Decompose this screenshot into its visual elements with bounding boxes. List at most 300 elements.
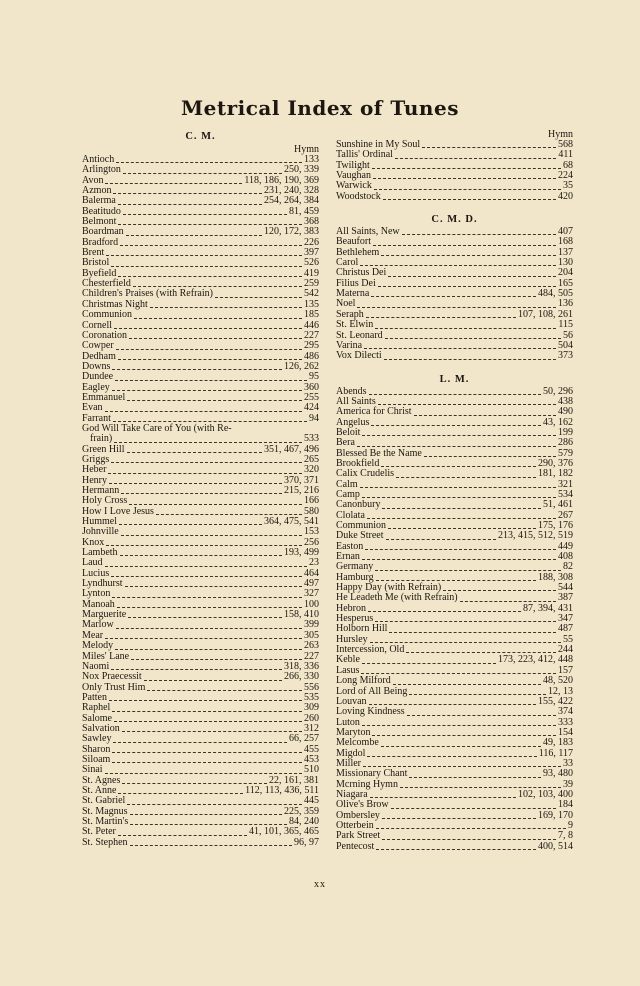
tune-name: Long Milford	[336, 675, 391, 687]
tune-name: Downs	[82, 360, 111, 372]
dot-leader	[130, 824, 287, 825]
dot-leader	[385, 338, 561, 339]
index-entry	[336, 248, 573, 258]
hymn-numbers: 263	[304, 640, 319, 652]
hymn-numbers: 107, 108, 261	[518, 308, 573, 320]
index-entry	[82, 248, 319, 258]
dot-leader	[133, 286, 302, 287]
hymn-numbers: 130	[558, 257, 573, 269]
dot-leader	[121, 535, 302, 536]
hymn-numbers: 157	[558, 664, 573, 676]
dot-leader	[371, 425, 541, 426]
tune-name: Brent	[82, 247, 105, 259]
hymn-numbers: 542	[304, 288, 319, 300]
hymn-numbers: 175, 176	[538, 520, 573, 531]
hymn-numbers: 118, 186, 190, 369	[244, 174, 319, 186]
tune-name: Missionary Chant	[336, 768, 408, 780]
dot-leader	[109, 483, 282, 484]
dot-leader	[389, 632, 556, 633]
dot-leader	[121, 493, 282, 494]
dot-leader	[402, 234, 556, 235]
hymn-numbers: 112, 113, 436, 511	[245, 784, 319, 796]
dot-leader	[127, 400, 302, 401]
hymn-numbers: 544	[558, 582, 573, 594]
tune-name: Hebron	[336, 602, 366, 614]
hymn-numbers: 188, 308	[538, 571, 573, 583]
hymn-column-label: Hymn	[548, 129, 573, 140]
tune-name: Easton	[336, 540, 364, 552]
dot-leader	[129, 338, 302, 339]
index-entry	[336, 842, 573, 852]
index-entry	[82, 693, 319, 703]
hymn-numbers: 199	[558, 426, 573, 438]
tune-name: Bradford	[82, 236, 119, 248]
index-entry	[82, 445, 319, 455]
hymn-numbers: 445	[304, 795, 319, 807]
section-heading-cm: C. M.	[185, 131, 216, 142]
section-cm-entries	[82, 155, 319, 848]
hymn-numbers: 351, 467, 496	[264, 443, 319, 455]
dot-leader	[409, 694, 546, 695]
dot-leader	[375, 570, 561, 571]
hymn-numbers: 556	[304, 681, 319, 693]
dot-leader	[406, 652, 556, 653]
tune-name: Angelus	[336, 416, 370, 428]
dot-leader	[388, 528, 536, 529]
tune-name: Azmon	[82, 185, 112, 197]
dot-leader	[105, 638, 302, 639]
index-entry	[336, 500, 573, 510]
dot-leader	[156, 514, 302, 515]
index-entry	[82, 393, 319, 403]
dot-leader	[118, 224, 302, 225]
hymn-numbers: 387	[558, 592, 573, 604]
index-entry	[82, 589, 319, 599]
dot-leader	[384, 359, 556, 360]
dot-leader	[106, 545, 302, 546]
page-number: xx	[314, 879, 326, 890]
dot-leader	[407, 715, 556, 716]
index-entry	[336, 320, 573, 330]
tune-name: Emmanuel	[82, 391, 126, 403]
tune-name: frain)	[90, 433, 113, 445]
index-entry	[82, 331, 319, 341]
tune-name: Knox	[82, 536, 105, 548]
tune-name: Cornell	[82, 319, 112, 331]
dot-leader	[112, 369, 282, 370]
tune-name: All Saints	[336, 395, 376, 407]
tune-name: Mcrning Hymn	[336, 778, 398, 790]
hymn-numbers: 484, 505	[538, 288, 573, 300]
hymn-numbers: 526	[304, 257, 319, 269]
hymn-numbers: 49, 183	[543, 737, 573, 749]
hymn-numbers: 256	[304, 536, 319, 548]
hymn-numbers: 579	[558, 447, 573, 459]
hymn-numbers: 68	[563, 159, 573, 171]
dot-leader	[120, 555, 282, 556]
tune-name: Chesterfield	[82, 278, 131, 290]
tune-name: Twilight	[336, 159, 370, 171]
index-entry	[82, 527, 319, 537]
dot-leader	[111, 669, 282, 670]
dot-leader	[381, 746, 541, 747]
hymn-numbers: 295	[304, 340, 319, 352]
tune-name: God Will Take Care of You (with Re-	[82, 422, 232, 434]
hymn-numbers: 154	[558, 726, 573, 738]
hymn-numbers: 449	[558, 540, 573, 552]
tune-name: Belmont	[82, 216, 117, 228]
dot-leader	[112, 762, 302, 763]
tune-name: Woodstock	[336, 190, 381, 202]
tune-name: Tallis' Ordinal	[336, 149, 393, 161]
hymn-numbers: 136	[558, 298, 573, 310]
dot-leader	[362, 435, 556, 436]
tune-name: Bera	[336, 437, 355, 449]
index-entry	[336, 331, 573, 341]
hymn-numbers: 320	[304, 464, 319, 476]
dot-leader	[376, 580, 536, 581]
dot-leader	[443, 590, 556, 591]
tune-name: St. Magnus	[82, 805, 128, 817]
tune-name: Laud	[82, 557, 103, 569]
hymn-numbers: 173, 223, 412, 448	[498, 654, 573, 666]
tune-name: Ernan	[336, 551, 360, 563]
dot-leader	[360, 487, 556, 488]
dot-leader	[372, 735, 556, 736]
hymn-numbers: 81, 459	[289, 205, 319, 217]
dot-leader	[127, 804, 302, 805]
dot-leader	[130, 814, 282, 815]
dot-leader	[368, 611, 521, 612]
index-entry	[82, 641, 319, 651]
hymn-numbers: 333	[558, 716, 573, 728]
index-entry	[82, 455, 319, 465]
dot-leader	[112, 390, 302, 391]
dot-leader	[362, 663, 496, 664]
tune-name: Varina	[336, 339, 363, 351]
dot-leader	[105, 566, 307, 567]
dot-leader	[106, 255, 302, 256]
dot-leader	[382, 508, 541, 509]
index-entry	[336, 655, 573, 665]
tune-name: Otterbein	[336, 819, 374, 831]
tune-name: Mear	[82, 629, 104, 641]
hymn-numbers: 35	[563, 180, 573, 192]
hymn-numbers: 66, 257	[289, 733, 319, 745]
tune-name: Boardman	[82, 226, 124, 238]
tune-name: Germany	[336, 561, 374, 573]
dot-leader	[424, 456, 556, 457]
dot-leader	[118, 276, 302, 277]
tune-name: St. Stephen	[82, 836, 128, 848]
hymn-numbers: 250, 339	[284, 164, 319, 176]
index-entry	[82, 424, 319, 434]
dot-leader	[112, 752, 302, 753]
tune-name: Arlington	[82, 164, 121, 176]
tune-name: St. Martin's	[82, 816, 129, 827]
hymn-numbers: 254, 264, 384	[264, 195, 319, 207]
dot-leader	[116, 162, 302, 163]
hymn-numbers: 419	[304, 267, 319, 279]
hymn-numbers: 400, 514	[538, 840, 573, 852]
hymn-numbers: 318, 336	[284, 660, 319, 672]
tune-name: Seraph	[336, 308, 364, 320]
dot-leader	[396, 477, 536, 478]
dot-leader	[134, 318, 302, 319]
tune-name: Carol	[336, 257, 359, 269]
hymn-numbers: 535	[304, 691, 319, 703]
tune-name: Keble	[336, 654, 360, 666]
tune-name: Byefield	[82, 267, 117, 279]
hymn-numbers: 23	[309, 557, 319, 569]
index-entry	[82, 672, 319, 682]
hymn-numbers: 259	[304, 278, 319, 290]
tune-name: Avon	[82, 174, 104, 186]
hymn-numbers: 50, 296	[543, 385, 573, 397]
hymn-numbers: 43, 162	[543, 416, 573, 428]
hymn-numbers: 166	[304, 495, 319, 507]
section-heading-cmd: C. M. D.	[431, 214, 478, 226]
hymn-numbers: 84, 240	[289, 816, 319, 827]
hymn-numbers: 411	[558, 149, 573, 161]
index-entry	[336, 289, 573, 299]
hymn-numbers: 155, 422	[538, 695, 573, 707]
hymn-numbers: 33	[563, 757, 573, 769]
dot-leader	[365, 549, 556, 550]
tune-name: Manoah	[82, 598, 115, 610]
dot-leader	[369, 704, 536, 705]
hymn-numbers: 93, 480	[543, 768, 573, 780]
index-entry	[82, 703, 319, 713]
dot-leader	[118, 835, 247, 836]
index-entry	[82, 310, 319, 320]
tune-name: Beatitudo	[82, 205, 121, 217]
tune-name: Lynton	[82, 588, 111, 600]
dot-leader	[364, 348, 556, 349]
section-heading-lm: L. M.	[439, 373, 470, 385]
tune-name: Coronation	[82, 329, 127, 341]
dot-leader	[374, 189, 561, 190]
hymn-numbers: 7, 8	[558, 830, 573, 842]
dot-leader	[113, 421, 307, 422]
dot-leader	[118, 793, 243, 794]
hymn-numbers: 169, 170	[538, 809, 573, 821]
tune-name: Evan	[82, 402, 103, 414]
dot-leader	[382, 818, 536, 819]
hymn-numbers: 438	[558, 395, 573, 407]
hymn-numbers: 265	[304, 453, 319, 465]
hymn-numbers: 224	[558, 170, 573, 182]
section-cm-continued-entries	[336, 140, 573, 202]
hymn-numbers: 137	[558, 246, 573, 258]
tune-name: Eagley	[82, 381, 110, 393]
dot-leader	[357, 446, 556, 447]
hymn-numbers: 312	[304, 722, 319, 734]
dot-leader	[128, 617, 282, 618]
index-entry	[82, 579, 319, 589]
hymn-numbers: 580	[304, 505, 319, 517]
hymn-numbers: 115	[558, 319, 573, 331]
hymn-numbers: 227	[304, 650, 319, 662]
tune-name: Dedham	[82, 350, 116, 362]
hymn-numbers: 204	[558, 267, 573, 279]
dot-leader	[120, 245, 302, 246]
dot-leader	[114, 442, 302, 443]
dot-leader	[112, 711, 302, 712]
hymn-numbers: 364, 475, 541	[264, 516, 319, 528]
tune-name: Lucius	[82, 567, 110, 579]
index-entry	[336, 624, 573, 634]
dot-leader	[414, 415, 556, 416]
hymn-numbers: 408	[558, 551, 573, 563]
tune-name: Melody	[82, 640, 114, 652]
hymn-numbers: 370, 371	[284, 474, 319, 486]
index-column-right	[336, 129, 573, 852]
tune-name: Materna	[336, 288, 370, 300]
tune-name: Clolata	[336, 509, 365, 521]
tune-name: Communion	[336, 520, 387, 531]
tune-name: Canonbury	[336, 499, 381, 511]
hymn-numbers: 486	[304, 350, 319, 362]
tune-name: Lasus	[336, 664, 360, 676]
tune-name: Children's Praises (with Refrain)	[82, 288, 213, 300]
dot-leader	[376, 849, 536, 850]
hymn-numbers: 534	[558, 488, 573, 500]
dot-leader	[360, 265, 556, 266]
hymn-numbers: 22, 161, 381	[269, 774, 319, 786]
hymn-numbers: 374	[558, 706, 573, 718]
hymn-numbers: 373	[558, 350, 573, 362]
tune-name: Calm	[336, 478, 358, 490]
hymn-numbers: 244	[558, 644, 573, 656]
tune-name: Christmas Night	[82, 298, 148, 310]
index-entry	[336, 428, 573, 438]
dot-leader	[375, 328, 556, 329]
tune-name: Nox Praecessit	[82, 671, 142, 683]
index-entry	[336, 351, 573, 361]
hymn-numbers: 102, 103, 400	[518, 788, 573, 800]
dot-leader	[123, 214, 287, 215]
dot-leader	[105, 773, 302, 774]
dot-leader	[109, 700, 302, 701]
tune-name: Salvation	[82, 722, 120, 734]
hymn-numbers: 226	[304, 236, 319, 248]
dot-leader	[116, 628, 302, 629]
tune-name: Marlow	[82, 619, 114, 631]
tune-name: Beaufort	[336, 236, 371, 248]
hymn-numbers: 12, 13	[548, 685, 573, 697]
hymn-numbers: 305	[304, 629, 319, 641]
hymn-numbers: 9	[568, 819, 573, 831]
hymn-numbers: 213, 415, 512, 519	[498, 530, 573, 542]
hymn-numbers: 225, 359	[284, 805, 319, 817]
dot-leader	[126, 235, 262, 236]
index-entry	[336, 718, 573, 728]
hymn-numbers: 497	[304, 578, 319, 590]
dot-leader	[115, 380, 307, 381]
hymn-numbers: 135	[304, 298, 319, 310]
dot-leader	[378, 404, 556, 405]
dot-leader	[372, 168, 561, 169]
dot-leader	[400, 787, 561, 788]
hymn-numbers: 266, 330	[284, 671, 319, 683]
tune-name: How I Love Jesus	[82, 505, 154, 517]
hymn-numbers: 55	[563, 633, 573, 645]
dot-leader	[395, 158, 556, 159]
hymn-numbers: 255	[304, 391, 319, 403]
tune-name: Intercession, Old	[336, 644, 405, 656]
tune-name: Loving Kindness	[336, 706, 405, 718]
dot-leader	[366, 317, 516, 318]
dot-leader	[370, 797, 516, 798]
hymn-numbers: 487	[558, 623, 573, 635]
tune-name: Naomi	[82, 660, 110, 672]
index-entry	[336, 150, 573, 160]
tune-name: Farrant	[82, 412, 111, 424]
hymn-column-label: Hymn	[294, 144, 319, 155]
tune-name: St. Elwin	[336, 319, 374, 331]
tune-name: Vaughan	[336, 170, 371, 182]
dot-leader	[376, 828, 566, 829]
hymn-numbers: 51, 461	[543, 499, 573, 511]
hymn-numbers: 321	[558, 478, 573, 490]
tune-name: St. Anne	[82, 784, 117, 796]
dot-leader	[127, 452, 263, 453]
dot-leader	[112, 597, 302, 598]
tune-name: Communion	[82, 309, 133, 321]
tune-name: Hamburg	[336, 571, 374, 583]
tune-name: Lambeth	[82, 547, 118, 559]
hymn-numbers: 399	[304, 619, 319, 631]
dot-leader	[371, 296, 536, 297]
dot-leader	[115, 649, 302, 650]
index-entry	[82, 548, 319, 558]
dot-leader	[383, 199, 556, 200]
tune-name: St. Agnes	[82, 774, 121, 786]
dot-leader	[147, 690, 302, 691]
tune-name: Melcombe	[336, 737, 379, 749]
hymn-numbers: 94	[309, 412, 319, 424]
hymn-numbers: 347	[558, 613, 573, 625]
tune-name: Lord of All Being	[336, 685, 408, 697]
hymn-numbers: 504	[558, 339, 573, 351]
tune-name: Raphel	[82, 702, 111, 714]
index-entry	[82, 838, 319, 848]
index-entry	[336, 738, 573, 748]
hymn-numbers: 455	[304, 743, 319, 755]
tune-name: Sharon	[82, 743, 111, 755]
tune-name: Filius Dei	[336, 277, 376, 289]
index-entry	[82, 403, 319, 413]
tune-name: Luton	[336, 716, 360, 728]
hymn-numbers: 267	[558, 509, 573, 521]
tune-name: Heber	[82, 464, 107, 476]
index-entry	[82, 724, 319, 734]
tune-name: Beloit	[336, 426, 361, 438]
hymn-numbers: 126, 262	[284, 360, 319, 372]
tune-name: Christus Dei	[336, 267, 387, 279]
tune-name: Lyndhurst	[82, 578, 123, 590]
index-entry	[336, 531, 573, 541]
hymn-numbers: 39	[563, 778, 573, 790]
dot-leader	[375, 621, 556, 622]
tune-name: Happy Day (with Refrain)	[336, 582, 442, 594]
tune-name: All Saints, New	[336, 226, 400, 238]
hymn-numbers: 464	[304, 567, 319, 579]
dot-leader	[118, 204, 262, 205]
hymn-numbers: 56	[563, 329, 573, 341]
hymn-numbers: 490	[558, 406, 573, 418]
